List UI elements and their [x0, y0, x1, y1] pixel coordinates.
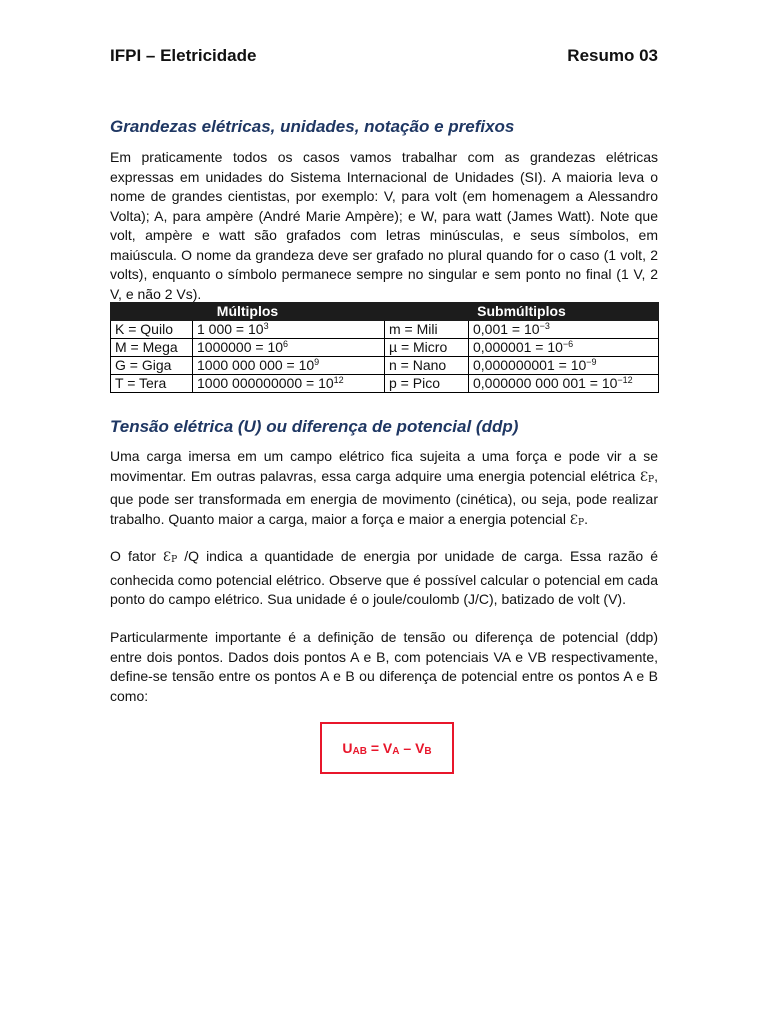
multiple-prefix-cell: M = Mega [111, 339, 193, 357]
table-header-multiples: Múltiplos [111, 303, 385, 321]
submultiple-prefix-cell: n = Nano [385, 357, 469, 375]
potential-energy-symbol: $Ɛ_P$ [163, 550, 178, 565]
document-page [110, 0, 658, 1024]
submultiple-value-cell: $0,000001 = 10^{-6}$ [469, 339, 659, 357]
paragraph-voltage-definition: Particularmente importante é a definição de tensão ou diferença de potencial (ddp) entre dois pontos. Dados dois pontos A e B, com potenciais VA e VB respectivamente, define-se tensão entre os pontos A e B ou diferença de potencial entre os pontos A e B como: [110, 629, 658, 704]
multiple-prefix-cell: T = Tera [111, 375, 193, 393]
prefix-table-header-row [111, 303, 659, 321]
potential-energy-symbol: $Ɛ_P$ [569, 512, 585, 528]
header-course-title: IFPI – Eletricidade [110, 46, 257, 65]
prefix-table [110, 302, 659, 393]
voltage-formula: UAB = VA – VB [342, 739, 432, 757]
voltage-formula-box [320, 722, 454, 774]
multiple-value-cell: 1000 000 $000 = 10^9$ [193, 357, 385, 375]
table-row [111, 321, 659, 339]
table-row [111, 375, 659, 393]
multiple-value-cell: 1000 $000000000 = 10^{12}$ [193, 375, 385, 393]
paragraph-electric-potential: O fator $Ɛ_P$ /Q indica a quantidade de energia por unidade de carga. Essa razão é conhecida como potencial elétrico. Observe que é possível calcular o potencial em cada ponto do campo elétrico. Sua unidade é o joule/coulomb (J/C), batizado de volt (V). [110, 548, 659, 607]
submultiple-value-cell: $0,001 = 10^{-3}$ [469, 321, 659, 339]
potential-energy-symbol: $Ɛ_P$ [639, 469, 655, 485]
section-title-voltage: Tensão elétrica (U) ou diferença de potencial (ddp) [110, 417, 519, 436]
table-row [111, 339, 659, 357]
submultiple-prefix-cell: p = Pico [385, 375, 469, 393]
section-title-quantities: Grandezas elétricas, unidades, notação e prefixos [110, 117, 515, 136]
multiple-value-cell: $1000000 = 10^6$ [193, 339, 385, 357]
table-header-submultiples: Submúltiplos [385, 303, 659, 321]
header-summary-number: Resumo 03 [567, 46, 658, 65]
multiple-prefix-cell: G = Giga [111, 357, 193, 375]
multiple-prefix-cell: K = Quilo [111, 321, 193, 339]
submultiple-prefix-cell: m = Mili [385, 321, 469, 339]
table-row [111, 357, 659, 375]
paragraph-charge-energy: Uma carga imersa em um campo elétrico fica sujeita a uma força e pode vir a se movimentar. Em outras palavras, essa carga adquire uma energia potencial elétrica $Ɛ_P$, que pode ser transformada em energia de movimento (cinética), ou seja, pode realizar trabalho. Quanto maior a carga, maior a força e maior a energia potencial $Ɛ_P$. [110, 448, 658, 528]
submultiple-value-cell: 0,000000 000 $001 = 10^{-12}$ [469, 375, 659, 393]
submultiple-prefix-cell: µ = Micro [385, 339, 469, 357]
submultiple-value-cell: $0,000000001 = 10^{-9}$ [469, 357, 659, 375]
page-header [110, 44, 658, 68]
paragraph-units: Em praticamente todos os casos vamos trabalhar com as grandezas elétricas expressas em unidades do Sistema Internacional de Unidades (SI). A maioria leva o nome de grandes cientistas, por exemplo: V, para volt (em homenagem a Alessandro Volta); A, para ampère (André Marie Ampère); e W, para watt (James Watt). Note que volt, ampère e watt são grafados com letras minúsculas, e seus símbolos, em maiúscula. O nome da grandeza deve ser grafado no plural quando for o caso (1 volt, 2 volts), enquanto o símbolo permanece sempre no singular e sem ponto no final (1 V, 2 V, e não 2 Vs). [110, 149, 658, 302]
multiple-value-cell: 1 $000 = 10^3$ [193, 321, 385, 339]
